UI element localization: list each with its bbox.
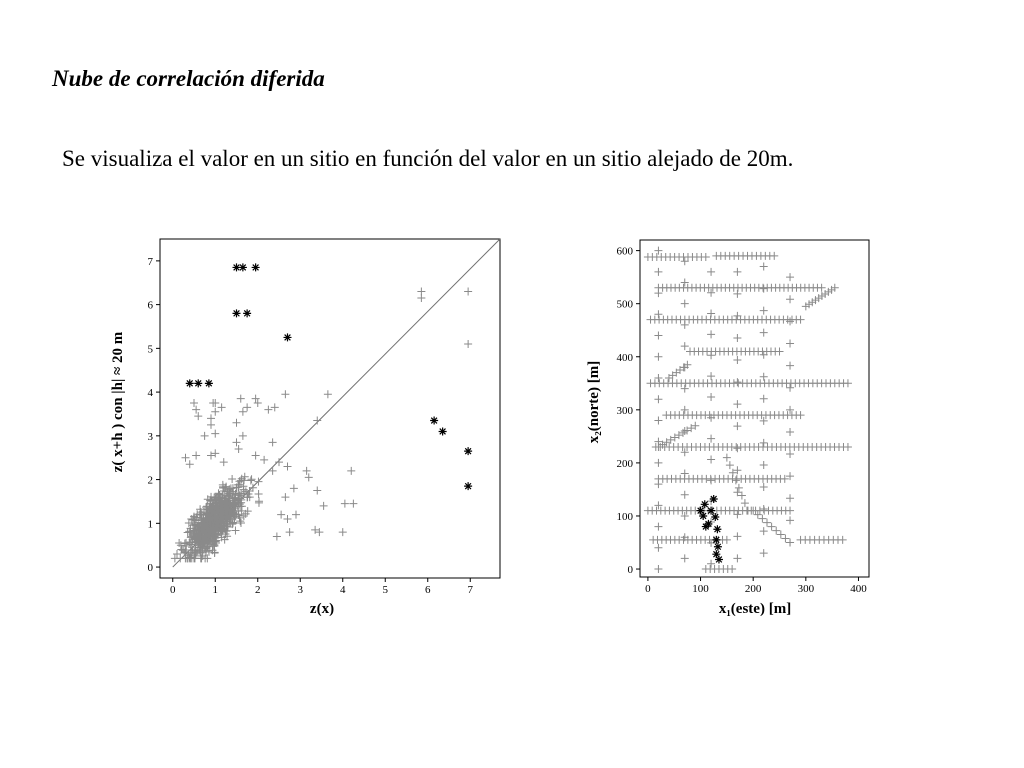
- plus-marker: [237, 395, 245, 403]
- plus-marker: [284, 515, 292, 523]
- plus-marker: [339, 528, 347, 536]
- plus-marker: [275, 458, 283, 466]
- plus-marker: [311, 526, 319, 534]
- plus-marker: [760, 373, 768, 381]
- plus-marker: [723, 454, 731, 462]
- plus-marker: [464, 287, 472, 295]
- plus-marker: [239, 432, 247, 440]
- asterisk-marker: [205, 379, 213, 387]
- plus-marker: [201, 432, 209, 440]
- location-map-chart: [582, 232, 882, 622]
- asterisk-marker: [439, 427, 447, 435]
- plus-marker: [207, 421, 215, 429]
- y-tick-label: 200: [616, 457, 633, 470]
- plus-marker: [763, 519, 771, 527]
- asterisk-marker: [464, 482, 472, 490]
- plus-marker: [760, 505, 768, 513]
- plus-marker: [303, 467, 311, 475]
- plus-marker: [760, 307, 768, 315]
- x-tick-label: 1: [212, 584, 218, 596]
- x-tick-label: 6: [425, 584, 431, 596]
- asterisk-marker: [284, 333, 292, 341]
- x-tick-label: 300: [797, 583, 815, 595]
- plus-marker: [733, 400, 741, 408]
- x-tick-label: 400: [850, 583, 867, 595]
- x-tick-label: 4: [340, 584, 346, 596]
- plus-marker: [313, 417, 321, 425]
- plus-marker: [271, 403, 279, 411]
- y-tick-label: 4: [147, 387, 153, 400]
- y-tick-label: 2: [147, 474, 153, 487]
- y-tick-label: 3: [147, 430, 153, 443]
- plus-marker: [844, 443, 852, 451]
- plus-marker: [248, 475, 256, 483]
- plus-marker: [654, 289, 662, 297]
- plus-marker: [281, 493, 289, 501]
- plus-marker: [786, 384, 794, 392]
- plus-marker: [707, 330, 715, 338]
- plus-marker: [654, 268, 662, 276]
- plus-marker: [305, 473, 313, 481]
- plus-marker: [341, 500, 349, 508]
- plus-marker: [786, 295, 794, 303]
- plus-marker: [286, 528, 294, 536]
- asterisk-marker: [715, 555, 723, 563]
- plus-marker: [228, 475, 236, 483]
- plus-marker: [255, 490, 263, 498]
- plus-marker: [760, 395, 768, 403]
- plus-marker: [243, 403, 251, 411]
- plus-marker: [681, 342, 689, 350]
- plus-marker: [239, 408, 247, 416]
- plus-marker: [733, 422, 741, 430]
- plus-marker: [707, 560, 715, 568]
- plus-marker: [220, 458, 228, 466]
- plus-marker: [284, 462, 292, 470]
- asterisk-marker: [252, 263, 260, 271]
- plus-marker: [269, 467, 277, 475]
- plus-marker: [707, 455, 715, 463]
- plus-marker: [190, 399, 198, 407]
- plus-marker: [733, 554, 741, 562]
- y-tick-label: 500: [616, 298, 633, 311]
- plus-marker: [707, 310, 715, 318]
- plus-marker: [252, 395, 260, 403]
- plus-marker: [654, 565, 662, 573]
- plus-marker: [654, 310, 662, 318]
- plus-marker: [681, 491, 689, 499]
- plus-marker: [347, 467, 355, 475]
- plus-marker: [290, 484, 298, 492]
- plus-marker: [281, 390, 289, 398]
- asterisk-marker: [699, 512, 707, 520]
- plus-marker: [777, 531, 785, 539]
- plus-marker: [733, 334, 741, 342]
- plus-marker: [728, 565, 736, 573]
- plus-marker: [218, 403, 226, 411]
- plus-marker: [707, 372, 715, 380]
- plus-marker: [211, 548, 219, 556]
- plus-marker: [194, 412, 202, 420]
- plus-marker: [786, 516, 794, 524]
- y-tick-label: 0: [627, 564, 633, 577]
- plus-marker: [320, 502, 328, 510]
- y-axis-title: z( x+h ) con |h| ≈ 20 m: [110, 331, 126, 473]
- asterisk-marker: [464, 447, 472, 455]
- plus-marker: [654, 480, 662, 488]
- plus-marker: [260, 456, 268, 464]
- asterisk-marker: [233, 309, 241, 317]
- asterisk-marker: [194, 379, 202, 387]
- x-tick-label: 0: [645, 583, 651, 595]
- plus-marker: [209, 399, 217, 407]
- plus-marker: [681, 470, 689, 478]
- plus-marker: [760, 549, 768, 557]
- plus-marker: [786, 494, 794, 502]
- y-tick-label: 5: [147, 343, 153, 356]
- plus-marker: [233, 438, 241, 446]
- plus-marker: [707, 268, 715, 276]
- y-tick-label: 7: [147, 255, 153, 268]
- plus-marker: [240, 512, 248, 520]
- plus-marker: [760, 417, 768, 425]
- plus-marker: [235, 445, 243, 453]
- plus-marker: [681, 554, 689, 562]
- plus-marker: [654, 395, 662, 403]
- plus-marker: [654, 523, 662, 531]
- plus-marker: [760, 483, 768, 491]
- asterisk-marker: [239, 263, 247, 271]
- y-tick-label: 0: [147, 562, 153, 575]
- plus-marker: [324, 390, 332, 398]
- plus-marker: [786, 362, 794, 370]
- x-axis-title: z(x): [309, 601, 335, 617]
- x-tick-label: 2: [255, 584, 261, 596]
- asterisk-marker: [186, 379, 194, 387]
- y-tick-label: 6: [147, 299, 153, 312]
- plus-marker: [760, 285, 768, 293]
- plus-marker: [733, 290, 741, 298]
- plus-marker: [207, 452, 215, 460]
- plus-marker: [315, 528, 323, 536]
- plus-marker: [171, 554, 179, 562]
- plus-marker: [681, 321, 689, 329]
- x-tick-label: 5: [382, 584, 388, 596]
- plus-marker: [277, 511, 285, 519]
- plus-marker: [786, 273, 794, 281]
- y-tick-label: 100: [616, 510, 633, 523]
- plus-marker: [681, 300, 689, 308]
- plus-marker: [760, 329, 768, 337]
- plus-marker: [786, 507, 794, 515]
- asterisk-marker: [430, 417, 438, 425]
- plus-marker: [839, 536, 847, 544]
- plus-marker: [264, 406, 272, 414]
- plus-marker: [786, 339, 794, 347]
- plus-marker: [192, 406, 200, 414]
- plus-marker: [760, 439, 768, 447]
- slide-title: Nube de correlación diferida: [52, 66, 325, 91]
- plus-marker: [781, 535, 789, 543]
- plus-marker: [723, 536, 731, 544]
- plus-marker: [770, 252, 778, 260]
- y-tick-label: 400: [616, 351, 633, 364]
- plus-marker: [417, 294, 425, 302]
- asterisk-marker: [707, 507, 715, 515]
- plus-marker: [726, 461, 734, 469]
- y-tick-label: 300: [616, 404, 633, 417]
- y-axis-title: x₂(norte) [m]: [586, 360, 602, 444]
- plus-marker: [786, 450, 794, 458]
- y-tick-label: 600: [616, 245, 633, 258]
- plus-marker: [786, 428, 794, 436]
- plus-marker: [707, 393, 715, 401]
- plus-marker: [654, 353, 662, 361]
- asterisk-marker: [701, 500, 709, 508]
- x-tick-label: 3: [297, 584, 303, 596]
- plus-marker: [192, 452, 200, 460]
- plus-marker: [654, 459, 662, 467]
- x-tick-label: 0: [170, 584, 176, 596]
- plus-marker: [797, 411, 805, 419]
- plus-marker: [273, 532, 281, 540]
- plus-marker: [654, 416, 662, 424]
- plus-marker: [733, 510, 741, 518]
- plus-marker: [760, 527, 768, 535]
- plus-marker: [349, 500, 357, 508]
- plus-marker: [797, 316, 805, 324]
- plus-marker: [254, 399, 262, 407]
- plus-marker: [760, 263, 768, 271]
- plus-marker: [733, 268, 741, 276]
- asterisk-marker: [713, 525, 721, 533]
- plus-marker: [733, 444, 741, 452]
- plus-marker: [754, 511, 762, 519]
- plus-marker: [760, 461, 768, 469]
- plus-marker: [702, 253, 710, 261]
- plus-marker: [772, 527, 780, 535]
- plus-marker: [269, 438, 277, 446]
- plus-marker: [654, 332, 662, 340]
- x-tick-label: 100: [692, 583, 709, 595]
- plus-marker: [707, 351, 715, 359]
- plus-marker: [744, 507, 752, 515]
- y-tick-label: 1: [147, 518, 153, 531]
- plus-marker: [654, 544, 662, 552]
- x-axis-title: x₁(este) [m]: [718, 601, 792, 617]
- plus-marker: [247, 477, 255, 485]
- plus-marker: [786, 539, 794, 547]
- plus-marker: [313, 487, 321, 495]
- plus-marker: [211, 449, 219, 457]
- plus-marker: [733, 378, 741, 386]
- plus-marker: [654, 374, 662, 382]
- plus-marker: [733, 356, 741, 364]
- plus-marker: [768, 523, 776, 531]
- plus-marker: [735, 484, 743, 492]
- asterisk-marker: [702, 523, 710, 531]
- plus-marker: [707, 435, 715, 443]
- plus-marker: [732, 476, 740, 484]
- slide-subtitle: Se visualiza el valor en un sitio en función del valor en un sitio alejado de 20m.: [62, 146, 794, 171]
- asterisk-marker: [243, 309, 251, 317]
- plus-marker: [233, 419, 241, 427]
- plus-marker: [707, 476, 715, 484]
- asterisk-marker: [714, 543, 722, 551]
- asterisk-marker: [712, 536, 720, 544]
- plus-marker: [252, 452, 260, 460]
- plus-marker: [237, 519, 245, 527]
- plus-marker: [211, 408, 219, 416]
- asterisk-marker: [711, 513, 719, 521]
- plus-marker: [733, 532, 741, 540]
- plus-marker: [818, 284, 826, 292]
- plus-marker: [182, 454, 190, 462]
- asterisk-marker: [710, 495, 718, 503]
- x-tick-label: 200: [744, 583, 762, 595]
- plus-marker: [844, 379, 852, 387]
- plus-marker: [211, 430, 219, 438]
- plus-marker: [741, 499, 749, 507]
- plus-marker: [255, 497, 263, 505]
- plus-marker: [186, 460, 194, 468]
- plus-marker: [776, 347, 784, 355]
- plus-marker: [681, 385, 689, 393]
- x-tick-label: 7: [467, 584, 473, 596]
- plus-marker: [464, 340, 472, 348]
- lag-scatter-chart: [110, 232, 510, 622]
- plus-marker: [292, 511, 300, 519]
- plus-marker: [758, 515, 766, 523]
